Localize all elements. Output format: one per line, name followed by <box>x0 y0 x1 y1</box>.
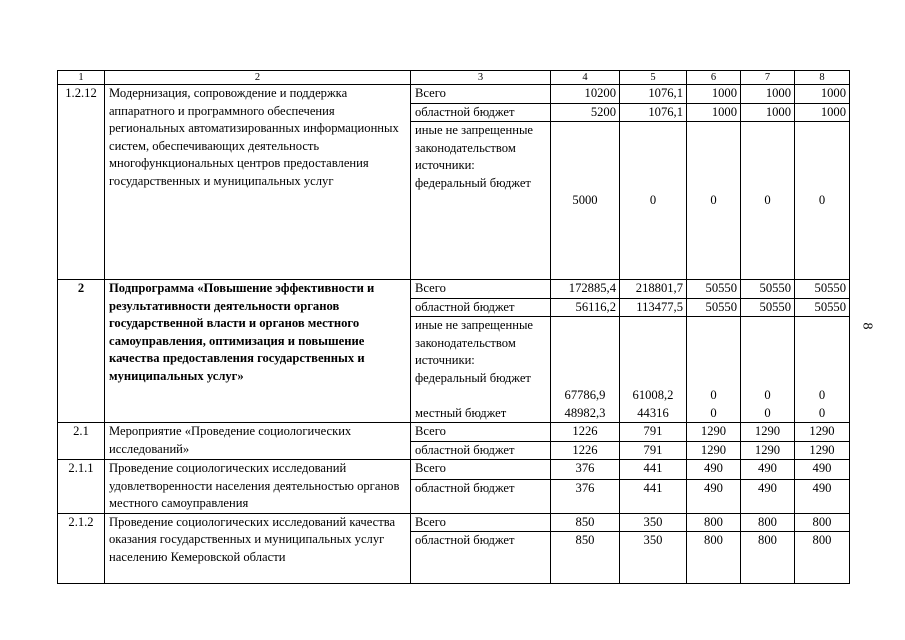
header-cell: 6 <box>687 71 741 85</box>
value-cell: 50550 <box>795 280 850 299</box>
value-cell: 800 <box>741 532 795 584</box>
source-cell: областной бюджет <box>411 441 551 460</box>
value-cell: 350 <box>620 513 687 532</box>
budget-table <box>57 70 850 584</box>
row-name: Проведение социологических исследований качества оказания государственных и муниципальных услуг населению Кемеровской области <box>105 513 411 584</box>
value-cell: 61008,2 <box>620 317 687 405</box>
value-cell: 0 <box>741 317 795 405</box>
header-cell: 4 <box>551 71 620 85</box>
value-cell: 800 <box>687 532 741 584</box>
header-cell: 5 <box>620 71 687 85</box>
value-cell: 1076,1 <box>620 103 687 122</box>
value-cell: 44316 <box>620 405 687 423</box>
table-row <box>58 460 850 480</box>
value-cell: 50550 <box>741 298 795 317</box>
value-cell: 791 <box>620 423 687 442</box>
value-cell: 67786,9 <box>551 317 620 405</box>
header-cell: 1 <box>58 71 105 85</box>
source-cell: областной бюджет <box>411 479 551 513</box>
value-cell: 172885,4 <box>551 280 620 299</box>
value-cell: 1000 <box>795 85 850 104</box>
source-cell: Всего <box>411 280 551 299</box>
row-code: 2.1.1 <box>58 460 105 514</box>
value-cell: 0 <box>795 122 850 280</box>
value-cell: 0 <box>795 317 850 405</box>
value-cell: 850 <box>551 513 620 532</box>
value-cell: 441 <box>620 460 687 480</box>
source-cell: иные не запрещенные законодательством источники: федеральный бюджет <box>411 122 551 280</box>
value-cell: 48982,3 <box>551 405 620 423</box>
source-cell: Всего <box>411 513 551 532</box>
value-cell: 0 <box>687 317 741 405</box>
value-cell: 1290 <box>795 441 850 460</box>
source-cell: местный бюджет <box>411 405 551 423</box>
value-cell: 376 <box>551 460 620 480</box>
value-cell: 490 <box>795 460 850 480</box>
row-code: 2.1 <box>58 423 105 460</box>
value-cell: 441 <box>620 479 687 513</box>
value-cell: 1290 <box>687 441 741 460</box>
value-cell: 113477,5 <box>620 298 687 317</box>
value-cell: 1000 <box>741 85 795 104</box>
value-cell: 1290 <box>741 423 795 442</box>
table-row <box>58 280 850 299</box>
value-cell: 1290 <box>795 423 850 442</box>
header-cell: 7 <box>741 71 795 85</box>
value-cell: 5000 <box>551 122 620 280</box>
value-cell: 800 <box>795 532 850 584</box>
row-code: 2 <box>58 280 105 423</box>
header-cell: 3 <box>411 71 551 85</box>
source-cell: иные не запрещенные законодательством источники: федеральный бюджет <box>411 317 551 405</box>
value-cell: 0 <box>795 405 850 423</box>
source-cell: областной бюджет <box>411 532 551 584</box>
table-row <box>58 513 850 532</box>
row-code: 1.2.12 <box>58 85 105 280</box>
value-cell: 0 <box>620 122 687 280</box>
page-number: 8 <box>859 322 875 330</box>
value-cell: 1226 <box>551 423 620 442</box>
source-cell: областной бюджет <box>411 298 551 317</box>
value-cell: 0 <box>741 122 795 280</box>
value-cell: 791 <box>620 441 687 460</box>
header-row <box>58 71 850 85</box>
row-code: 2.1.2 <box>58 513 105 584</box>
source-cell: областной бюджет <box>411 103 551 122</box>
value-cell: 850 <box>551 532 620 584</box>
value-cell: 1226 <box>551 441 620 460</box>
value-cell: 490 <box>687 479 741 513</box>
value-cell: 50550 <box>687 280 741 299</box>
header-cell: 8 <box>795 71 850 85</box>
value-cell: 10200 <box>551 85 620 104</box>
header-cell: 2 <box>105 71 411 85</box>
value-cell: 0 <box>741 405 795 423</box>
value-cell: 56116,2 <box>551 298 620 317</box>
value-cell: 0 <box>687 122 741 280</box>
value-cell: 1290 <box>687 423 741 442</box>
source-cell: Всего <box>411 85 551 104</box>
value-cell: 1000 <box>795 103 850 122</box>
value-cell: 376 <box>551 479 620 513</box>
value-cell: 5200 <box>551 103 620 122</box>
value-cell: 800 <box>687 513 741 532</box>
table-row <box>58 85 850 104</box>
value-cell: 50550 <box>687 298 741 317</box>
value-cell: 490 <box>741 479 795 513</box>
value-cell: 800 <box>741 513 795 532</box>
value-cell: 1000 <box>741 103 795 122</box>
value-cell: 490 <box>741 460 795 480</box>
value-cell: 50550 <box>741 280 795 299</box>
value-cell: 490 <box>687 460 741 480</box>
row-name: Проведение социологических исследований удовлетворенности населения деятельностью органов местного самоуправления <box>105 460 411 514</box>
value-cell: 1076,1 <box>620 85 687 104</box>
value-cell: 1290 <box>741 441 795 460</box>
row-name: Модернизация, сопровождение и поддержка аппаратного и программного обеспечения региональных автоматизированных информационных систем, обеспечивающих деятельность многофункциональных центров предоставления государственных и муниципальных услуг <box>105 85 411 280</box>
value-cell: 1000 <box>687 85 741 104</box>
source-cell: Всего <box>411 460 551 480</box>
value-cell: 0 <box>687 405 741 423</box>
table-row <box>58 423 850 442</box>
value-cell: 50550 <box>795 298 850 317</box>
source-cell: Всего <box>411 423 551 442</box>
value-cell: 800 <box>795 513 850 532</box>
value-cell: 1000 <box>687 103 741 122</box>
value-cell: 490 <box>795 479 850 513</box>
row-name: Подпрограмма «Повышение эффективности и результативности деятельности органов государственной власти и органов местного самоуправления, оптимизация и повышение качества предоставления государственных и муниципальных услуг» <box>105 280 411 423</box>
value-cell: 350 <box>620 532 687 584</box>
value-cell: 218801,7 <box>620 280 687 299</box>
row-name: Мероприятие «Проведение социологических исследований» <box>105 423 411 460</box>
